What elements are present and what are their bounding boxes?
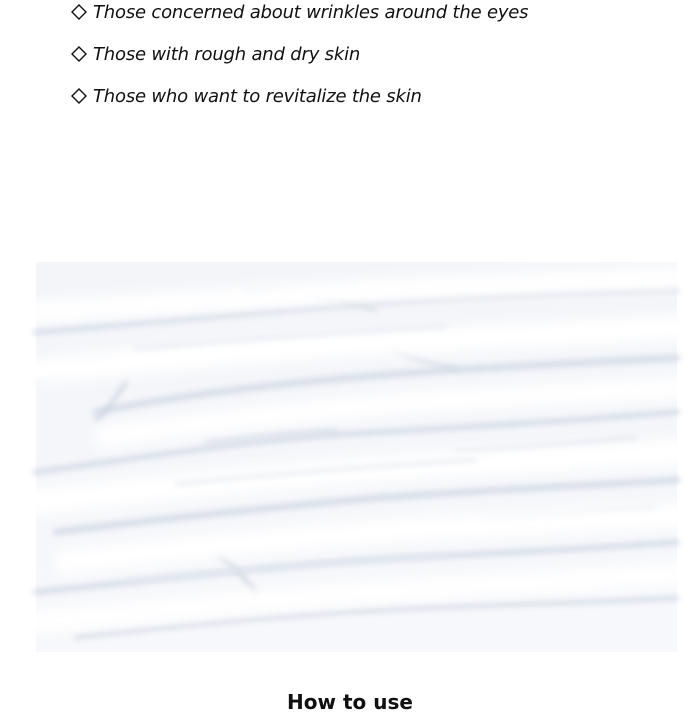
list-item [71,42,528,66]
cream-texture-image [36,262,677,652]
cream-texture-photo [36,262,677,652]
diamond-outline-icon [71,46,87,62]
list-item [71,0,528,24]
target-audience-list [71,0,528,108]
diamond-outline-icon [71,4,87,20]
diamond-outline-icon [71,88,87,104]
list-item [71,84,528,108]
list-item-text: Those with rough and dry skin [93,43,361,65]
section-heading-partial: How to use [287,690,413,714]
list-item-text: Those concerned about wrinkles around the eyes [93,1,529,23]
list-item-text: Those who want to revitalize the skin [93,85,422,107]
